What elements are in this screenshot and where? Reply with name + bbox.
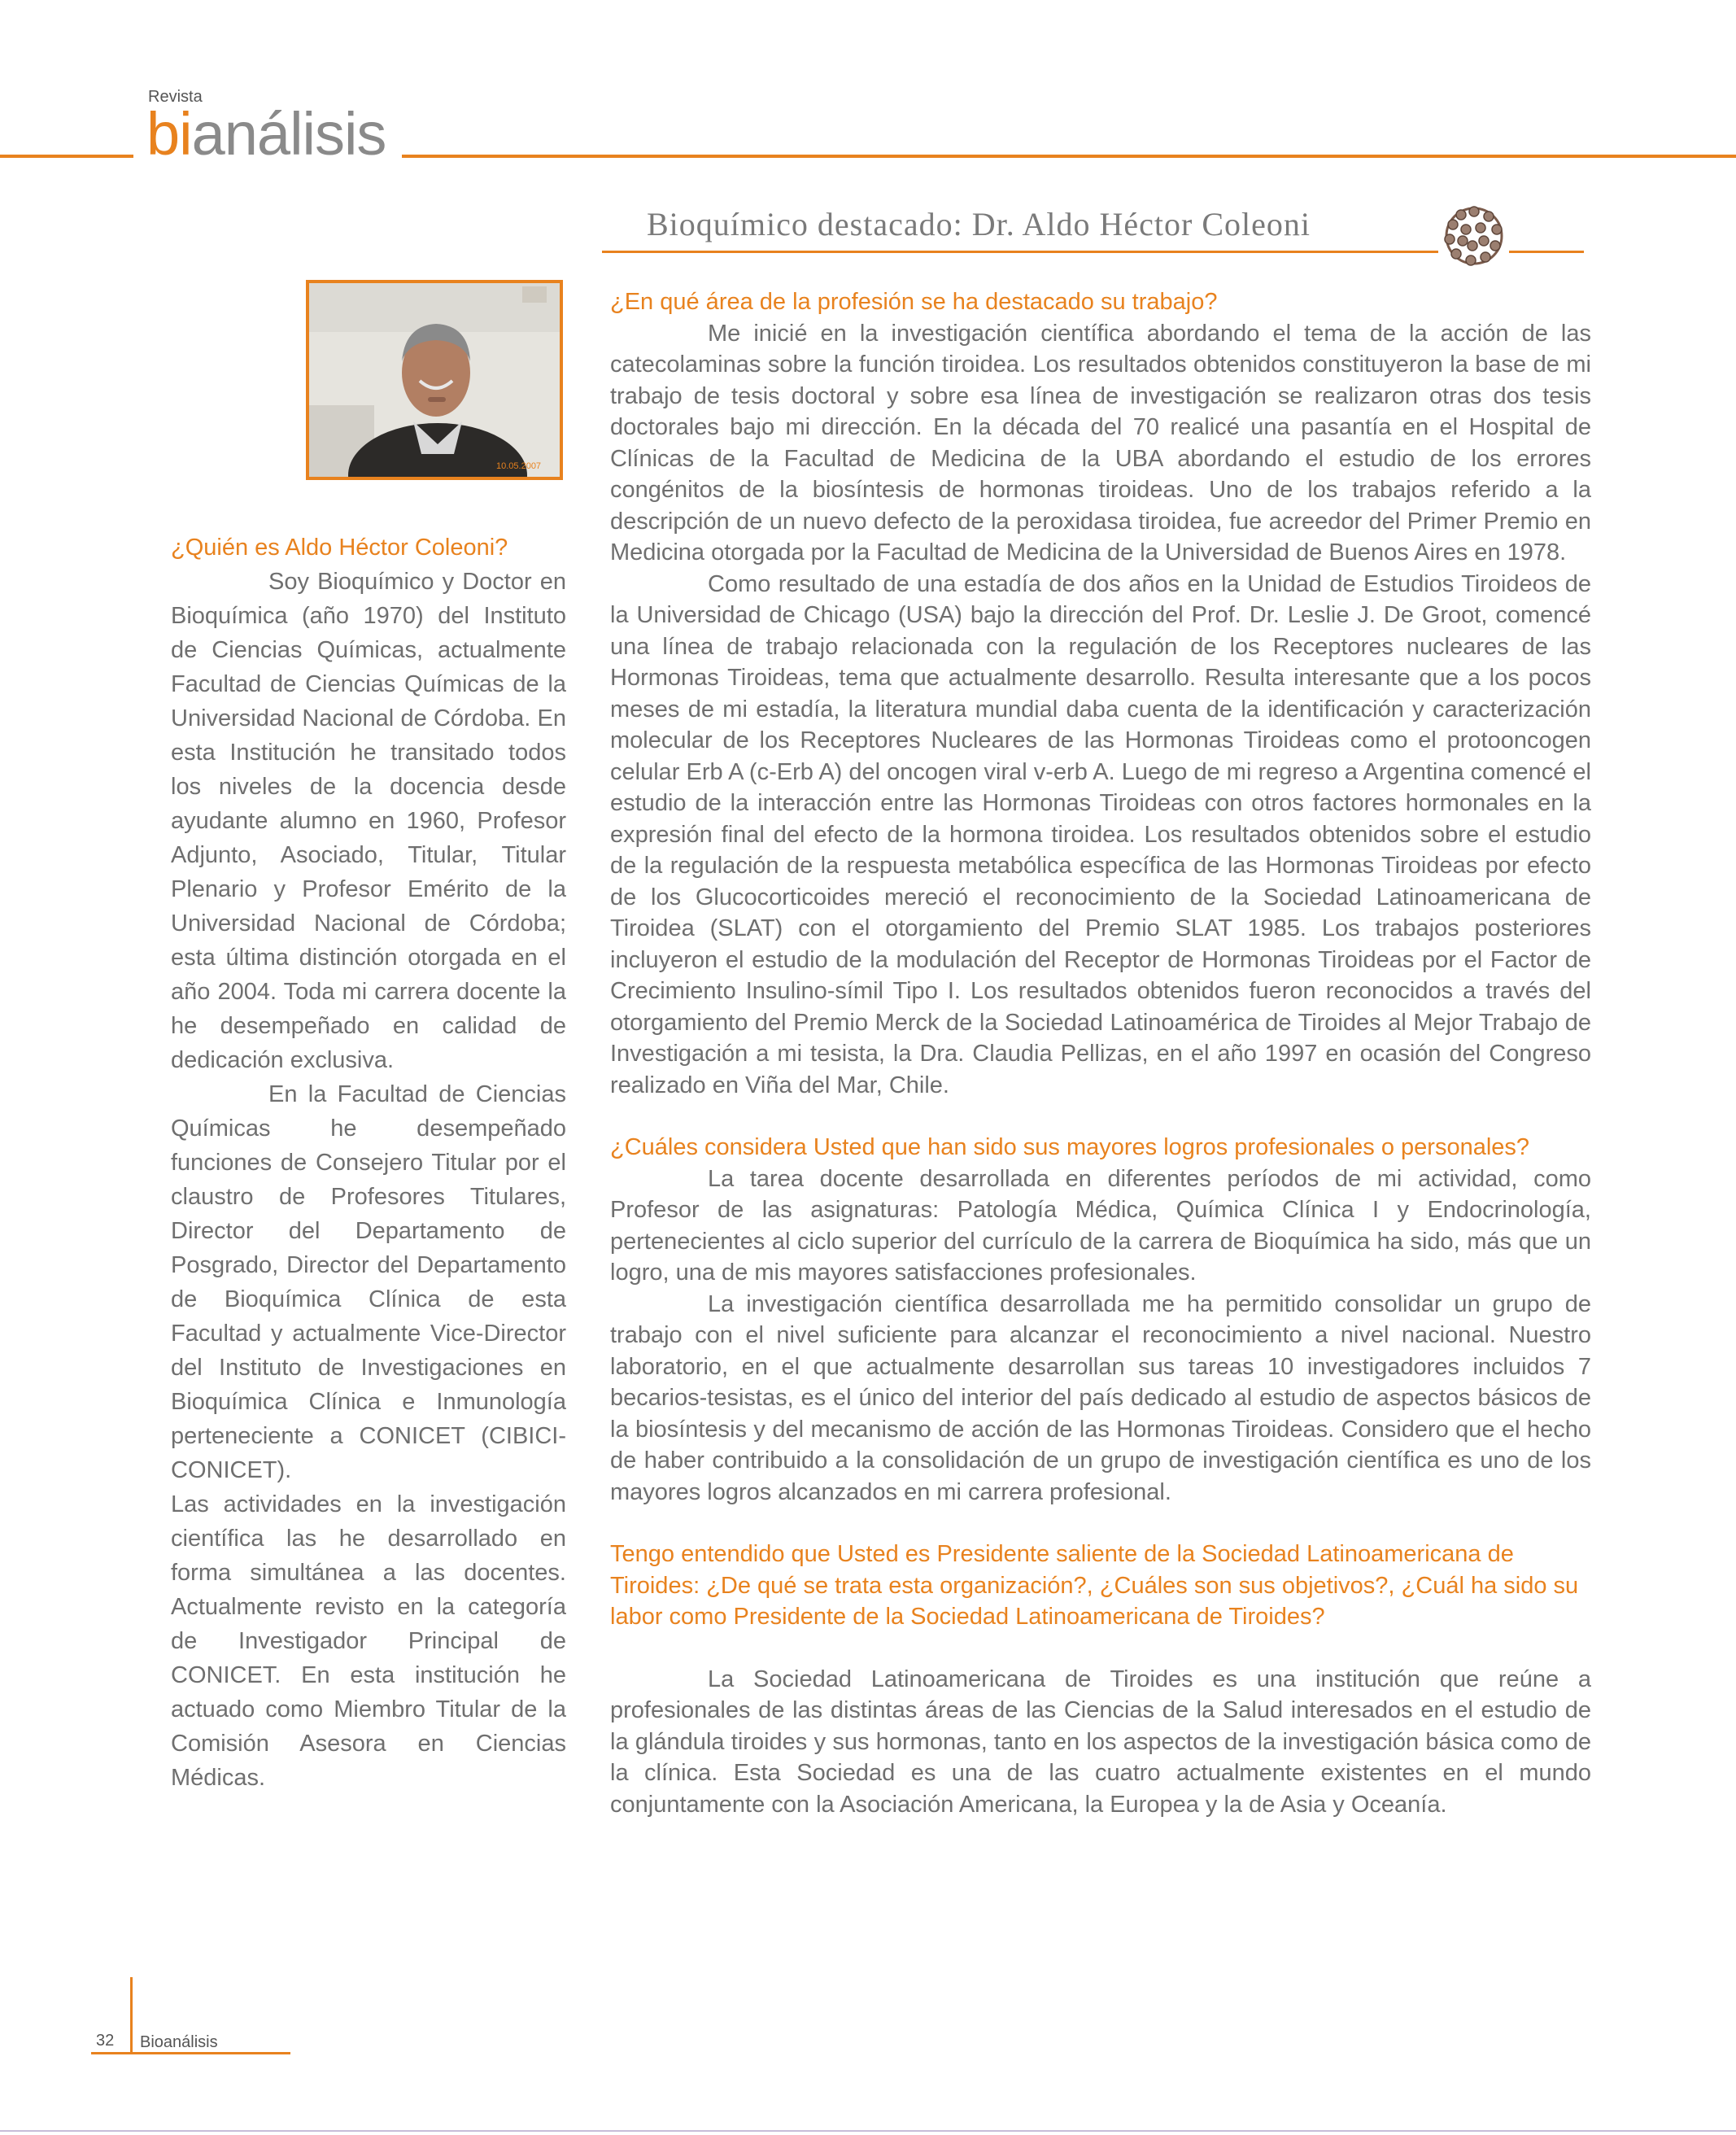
left-paragraph: Las actividades en la investigación científica las he desarrollado en forma simultánea a las docentes. Actualmente revisto en la categoría de Investigador Principal de CONICET. En esta institución he actuado como Miembro Titular de la Comisión Asesora en Ciencias Médicas. [171, 1491, 566, 1791]
magazine-label: Revista [148, 88, 203, 106]
answer-paragraph: Como resultado de una estadía de dos años en la Unidad de Estudios Tiroideos de la Universidad de Chicago (USA) bajo la dirección del Prof. Dr. Leslie J. De Groot, comencé una línea de trabajo relacionada con la regulación de los Receptores nucleares de las Hormonas Tiroideas, tema que actualmente desarrollo. Resulta interesante que a los pocos meses de mi estadía, la literatura mundial daba cuenta de la identificación y caracterización molecular de los Receptores Nucleares de las Hormonas Tiroideas como el protooncogen celular Erb A (c-Erb A) del oncogen viral v-erb A. Luego de mi regreso a Argentina comencé el estudio de la interacción entre las Hormonas Tiroideas con otros factores hormonales en la expresión final del efecto de la hormona tiroidea. Los resultados obtenidos sobre el estudio de la regulación de la respuesta metabólica específica de las Hormonas Tiroideas por efecto de los Glucocorticoides mereció el reconocimiento de la Sociedad Latinoamericana de Tiroidea (SLAT) con el otorgamiento del Premio SLAT 1985. Los trabajos posteriores incluyeron el estudio de la modulación del Receptor de Hormonas Tiroideas por el Factor de Crecimiento Insulino-símil Tipo I. Los resultados obtenidos fueron reconocidos a través del otorgamiento del Premio Merck de la Sociedad Latinoamérica de Tiroides al Mejor Trabajo de Investigación a mi tesista, la Dra. Claudia Pellizas, en el año 1997 en ocasión del Congreso realizado en Viña del Mar, Chile. [610, 570, 1591, 1098]
right-column [610, 286, 1591, 1820]
photo-date-stamp: 10.05.2007 [496, 461, 542, 471]
question-society: Tengo entendido que Usted es Presidente saliente de la Sociedad Latinoamericana de Tiroides: ¿De qué se trata esta organización?, ¿Cuáles son sus objetivos?, ¿Cuál ha sido su labor como Presidente de la Sociedad Latinoamericana de Tiroides? [610, 1541, 1579, 1630]
portrait-photo [306, 280, 563, 480]
page-bottom-line [0, 2130, 1736, 2132]
section-rule [602, 251, 1438, 253]
logo-prefix: bi [146, 100, 192, 168]
magazine-logo [146, 100, 386, 168]
left-column [171, 530, 566, 1795]
footer-vertical-rule [130, 1977, 133, 2054]
logo-rest: análisis [191, 100, 386, 168]
answer-paragraph: Me inicié en la investigación científica abordando el tema de la acción de las catecolaminas sobre la función tiroidea. Los resultados obtenidos constituyeron la base de mi trabajo de tesis doctoral y sobre esa línea de investigación se realizaron otras dos tesis doctorales bajo mi dirección. En la década del 70 realicé una pasantía en el Hospital de Clínicas de la Facultad de Medicina de la UBA abordando el estudio de los errores congénitos de la biosíntesis de hormonas tiroideas. Uno de los trabajos referido a la descripción de un nuevo defecto de la peroxidasa tiroidea, fue acreedor del Primer Premio en Medicina otorgada por la Facultad de Medicina de la Universidad de Buenos Aires en 1978. [610, 320, 1591, 565]
footer-publication: Bioanálisis [140, 2033, 218, 2051]
question-area: ¿En qué área de la profesión se ha destacado su trabajo? [610, 289, 1218, 315]
answer-paragraph: La tarea docente desarrollada en diferentes períodos de mi actividad, como Profesor de las asignaturas: Patología Médica, Química Clínica I y Endocrinología, pertenecientes al ciclo superior del currículo de la carrera de Bioquímica ha sido, más que un logro, una de mis mayores satisfacciones profesionales. [610, 1165, 1591, 1286]
page-number: 32 [96, 2032, 115, 2050]
left-paragraph: En la Facultad de Ciencias Químicas he desempeñado funciones de Consejero Titular por el claustro de Profesores Titulares, Director del Departamento de Posgrado, Director del Departamento de Bioquímica Clínica de esta Facultad y actualmente Vice-Director del Instituto de Investigaciones en Bioquímica Clínica e Inmunología perteneciente a CONICET (CIBICI-CONICET). [171, 1081, 566, 1483]
header-rule-right [402, 155, 1736, 158]
header-rule-left [0, 155, 133, 158]
section-rule-end [1509, 251, 1584, 253]
molecule-icon [1442, 203, 1507, 269]
section-title: Bioquímico destacado: Dr. Aldo Héctor Coleoni [647, 206, 1311, 242]
question-achievements: ¿Cuáles considera Usted que han sido sus mayores logros profesionales o personales? [610, 1134, 1530, 1160]
question-who: ¿Quién es Aldo Héctor Coleoni? [171, 535, 508, 561]
left-paragraph: Soy Bioquímico y Doctor en Bioquímica (año 1970) del Instituto de Ciencias Químicas, actualmente Facultad de Ciencias Químicas de la Universidad Nacional de Córdoba. En esta Institución he transitado todos los niveles de la docencia desde ayudante alumno en 1960, Profesor Adjunto, Asociado, Titular, Titular Plenario y Profesor Emérito de la Universidad Nacional de Córdoba; esta última distinción otorgada en el año 2004. Toda mi carrera docente la he desempeñado en calidad de dedicación exclusiva. [171, 569, 566, 1073]
portrait-image [309, 283, 560, 477]
answer-paragraph: La investigación científica desarrollada me ha permitido consolidar un grupo de trabajo con el nivel suficiente para alcanzar el reconocimiento a nivel nacional. Nuestro laboratorio, en el que actualmente desarrollan sus tareas 10 investigadores incluidos 7 becarios-tesistas, es el único del interior del país dedicado al estudio de aspectos básicos de la biosíntesis y del mecanismo de acción de las Hormonas Tiroideas. Considero que el hecho de haber contribuido a la consolidación de un grupo de investigación científica es uno de los mayores logros alcanzados en mi carrera profesional. [610, 1290, 1591, 1505]
footer-horizontal-rule [91, 2052, 290, 2054]
answer-paragraph: La Sociedad Latinoamericana de Tiroides es una institución que reúne a profesionales de las distintas áreas de las Ciencias de la Salud interesados en el estudio de la glándula tiroides y sus hormonas, tanto en los aspectos de la investigación básica como de la clínica. Esta Sociedad es una de las cuatro actualmente existentes en el mundo conjuntamente con la Asociación Americana, la Europea y la de Asia y Oceanía. [610, 1666, 1591, 1818]
